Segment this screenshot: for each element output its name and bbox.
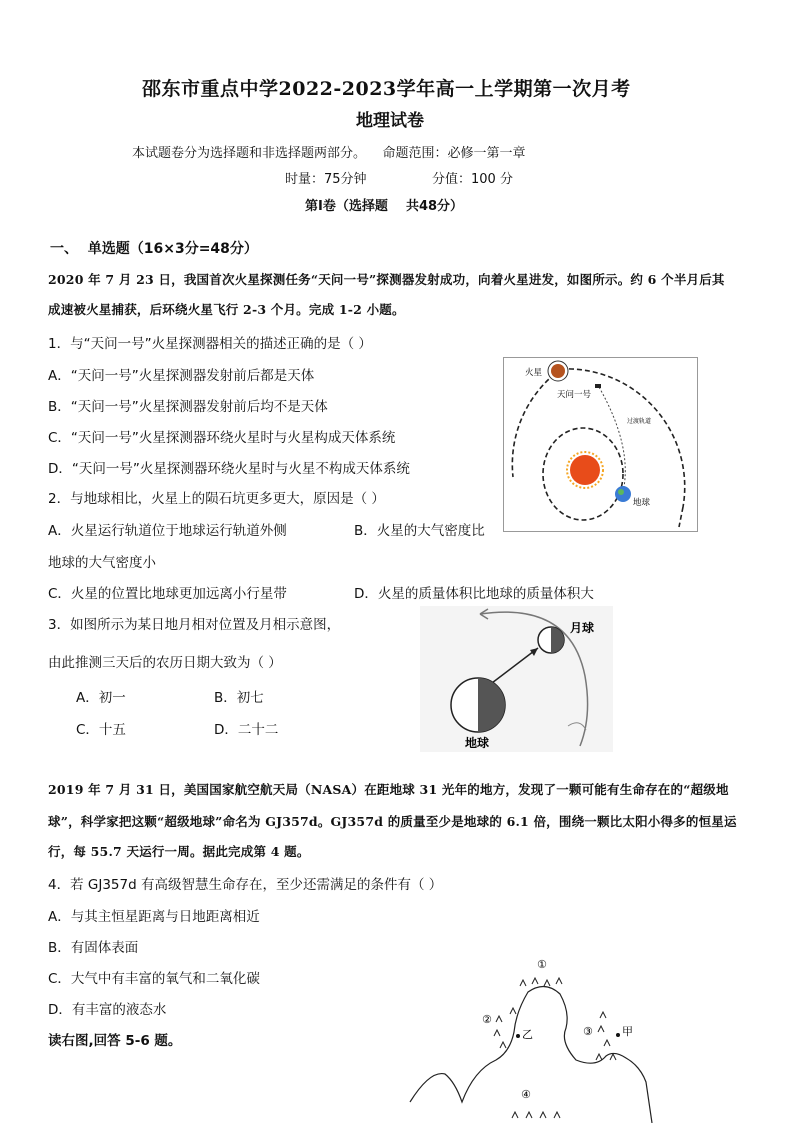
region-map	[400, 952, 660, 1123]
q4-option-c: C．大气中有丰富的氧气和二氧化碳	[48, 971, 260, 987]
score-label: 分值：100 分	[432, 172, 513, 187]
moon-phase-figure	[420, 606, 613, 752]
q4-option-b: B．有固体表面	[48, 940, 139, 956]
time-label: 时量：75分钟	[285, 172, 367, 187]
mars-icon	[551, 364, 565, 378]
q3-stem-line2: 由此推测三天后的农历日期大致为（ ）	[48, 655, 282, 671]
passage1-line1: 2020 年 7 月 23 日，我国首次火星探测任务“天问一号”探测器发射成功，向着火星进发，如图所示。约 6 个半月后其	[48, 272, 725, 287]
q3-option-b: B．初七	[214, 690, 264, 706]
q1-option-b: B．“天问一号”火星探测器发射前后均不是天体	[48, 399, 328, 415]
q2-option-c: C．火星的位置比地球更加远离小行星带	[48, 586, 287, 602]
part-title: 第Ⅰ卷（选择题 共48分）	[305, 199, 464, 214]
probe-label: 天问一号	[557, 390, 592, 400]
q2-option-b: B．火星的大气密度比	[354, 523, 485, 539]
info-line: 本试题卷分为选择题和非选择题两部分。 命题范围：必修一第一章	[132, 146, 526, 161]
map-mark-3: ③	[583, 1025, 593, 1038]
region-map-figure	[400, 952, 660, 1123]
q3-option-d: D．二十二	[214, 722, 279, 738]
q3-option-c: C．十五	[76, 722, 126, 738]
orbit-label: 过渡轨道	[627, 418, 652, 425]
mars-orbit-figure	[503, 357, 698, 532]
earth-label: 地球	[633, 498, 651, 508]
q3-stem-line1: 3．如图所示为某日地月相对位置及月相示意图，	[48, 617, 341, 633]
passage2-line2: 球”，科学家把这颗“超级地球”命名为 GJ357d。GJ357d 的质量至少是地球的 6.1 倍，围绕一颗比太阳小得多的恒星运	[48, 814, 737, 829]
mountain-icons	[494, 978, 616, 1118]
passage2-line3: 行，每 55.7 天运行一周。据此完成第 4 题。	[48, 844, 310, 859]
q4-stem: 4．若 GJ357d 有高级智慧生命存在，至少还需满足的条件有（ ）	[48, 877, 443, 893]
page-title: 邵东市重点中学2022-2023学年高一上学期第一次月考	[142, 78, 631, 100]
mars-orbit-diagram	[503, 357, 698, 532]
map-label-jia: 甲	[622, 1025, 633, 1038]
map-label-yi: 乙	[522, 1028, 533, 1041]
q3-option-a: A．初一	[76, 690, 126, 706]
earth-label: 地球	[465, 736, 490, 750]
mars-label: 火星	[525, 368, 543, 378]
probe-icon	[595, 384, 601, 388]
map-mark-4: ④	[521, 1088, 531, 1101]
moon-phase-diagram	[420, 606, 613, 752]
q2-stem: 2．与地球相比，火星上的陨石坑更多更大，原因是（ ）	[48, 491, 385, 507]
passage2-line1: 2019 年 7 月 31 日，美国国家航空航天局（NASA）在距地球 31 光年的地方，发现了一颗可能有生命存在的“超级地	[48, 782, 729, 797]
moon-label: 月球	[570, 621, 595, 635]
q4-option-a: A．与其主恒星距离与日地距离相近	[48, 909, 260, 925]
q4-option-d: D．有丰富的液态水	[48, 1002, 167, 1018]
q1-option-a: A．“天问一号”火星探测器发射前后都是天体	[48, 368, 315, 384]
passage1-line2: 成速被火星捕获，后环绕火星飞行 2-3 个月。完成 1-2 小题。	[48, 302, 405, 317]
q1-option-d: D．“天问一号”火星探测器环绕火星时与火星不构成天体系统	[48, 461, 410, 477]
map-mark-2: ②	[482, 1013, 492, 1026]
q1-stem: 1．与“天问一号”火星探测器相关的描述正确的是（ ）	[48, 336, 372, 352]
section-heading: 一、 单选题（16×3分=48分）	[50, 241, 258, 257]
q2-option-b-cont: 地球的大气密度小	[48, 555, 156, 571]
q2-option-d: D．火星的质量体积比地球的质量体积大	[354, 586, 594, 602]
sun-icon	[570, 455, 600, 485]
q2-option-a: A．火星运行轨道位于地球运行轨道外侧	[48, 523, 287, 539]
map-mark-1: ①	[537, 958, 547, 971]
subject-title: 地理试卷	[356, 111, 424, 131]
read-map-instruction: 读右图,回答 5-6 题。	[48, 1033, 182, 1049]
q1-option-c: C．“天问一号”火星探测器环绕火星时与火星构成天体系统	[48, 430, 396, 446]
